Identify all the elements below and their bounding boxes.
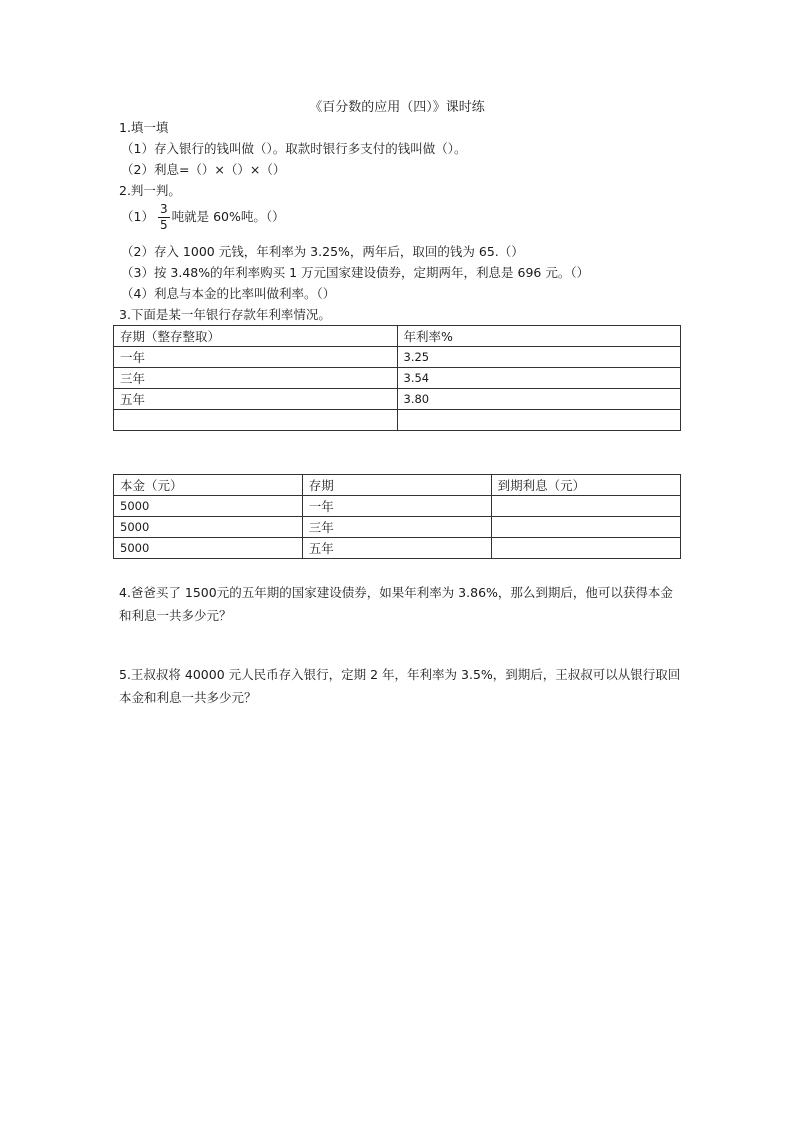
q1-item-1: （1）存入银行的钱叫做（）。取款时银行多支付的钱叫做（）。 <box>121 141 467 156</box>
table-cell: 5000 <box>114 517 303 538</box>
q5-question: 5.王叔叔将 40000 元人民币存入银行，定期 2 年，年利率为 3.5%，到期后，王叔叔可以从银行取回本金和利息一共多少元？ <box>119 667 681 705</box>
q4-question: 4.爸爸买了 1500元的五年期的国家建设债券，如果年利率为 3.86%，那么到期后，他可以获得本金和利息一共多少元？ <box>119 585 673 623</box>
table-row <box>114 538 681 559</box>
q1-heading: 1.填一填 <box>119 120 169 135</box>
table-cell <box>114 410 398 431</box>
interest-rate-table <box>113 325 681 431</box>
table-row <box>114 517 681 538</box>
q2-item-1-prefix: （1） <box>121 209 154 224</box>
worksheet-title: 《百分数的应用（四）》课时练 <box>309 100 485 115</box>
table-header-row <box>114 326 681 347</box>
fraction-denominator: 5 <box>159 218 168 232</box>
table-row <box>114 410 681 431</box>
table-cell: 五年 <box>302 538 491 559</box>
q2-item-3: （3）按 3.48%的年利率购买 1 万元国家建设债券，定期两年，利息是 696 元。（） <box>121 265 590 280</box>
q3-heading: 3.下面是某一年银行存款年利率情况。 <box>119 307 331 322</box>
q2-item-1-suffix: 吨就是 60%吨。（） <box>171 209 285 224</box>
table-row <box>114 496 681 517</box>
table-header-cell: 本金（元） <box>114 475 303 496</box>
table-header-cell: 到期利息（元） <box>491 475 680 496</box>
fraction <box>158 202 170 233</box>
q2-item-4: （4）利息与本金的比率叫做利率。（） <box>121 286 336 301</box>
q2-item-2: （2）存入 1000 元钱，年利率为 3.25%，两年后，取回的钱为 65.（） <box>121 244 524 259</box>
table-header-cell: 存期 <box>302 475 491 496</box>
table-cell: 5000 <box>114 538 303 559</box>
fraction-numerator: 3 <box>159 202 168 216</box>
q2-heading: 2.判一判。 <box>119 183 181 198</box>
table-row <box>114 347 681 368</box>
table-header-cell: 存期（整存整取） <box>114 326 398 347</box>
interest-calc-table <box>113 474 681 559</box>
table-header-row <box>114 475 681 496</box>
q2-item-1 <box>121 202 285 233</box>
table-cell: 一年 <box>302 496 491 517</box>
table-row <box>114 368 681 389</box>
table-cell: 五年 <box>114 389 398 410</box>
table-cell: 一年 <box>114 347 398 368</box>
table-row <box>114 389 681 410</box>
table-cell: 三年 <box>302 517 491 538</box>
table-cell <box>491 496 680 517</box>
table-cell: 3.80 <box>397 389 681 410</box>
table-cell <box>491 517 680 538</box>
q1-item-2: （2）利息=（）×（）×（） <box>121 162 286 177</box>
table-cell <box>397 410 681 431</box>
table-cell: 三年 <box>114 368 398 389</box>
table-cell <box>491 538 680 559</box>
table-cell: 3.54 <box>397 368 681 389</box>
table-cell: 3.25 <box>397 347 681 368</box>
table-cell: 5000 <box>114 496 303 517</box>
table-header-cell: 年利率% <box>397 326 681 347</box>
